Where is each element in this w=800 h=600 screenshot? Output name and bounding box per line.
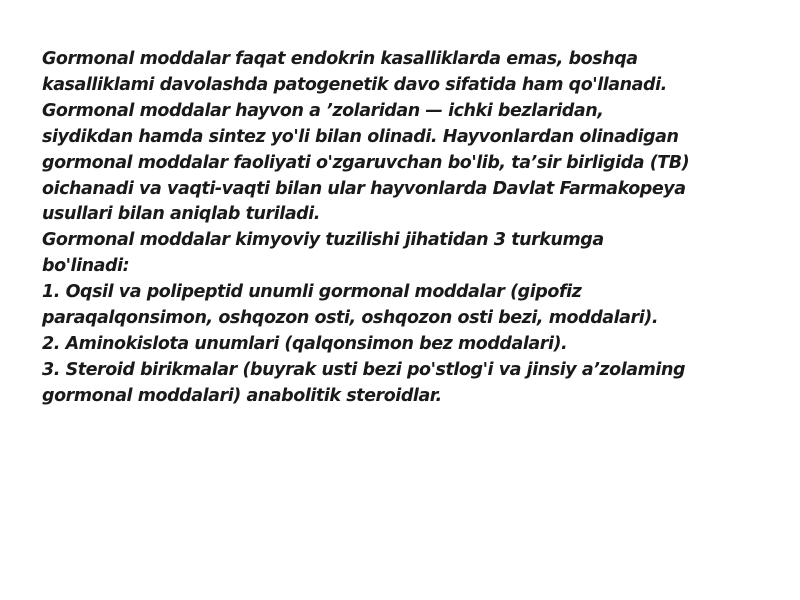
text-line: kasalliklami davolashda patogenetik davo sifatida ham qo'llanadi.: [42, 74, 667, 95]
list-item-text: gormonal moddalari) anabolitik steroidlar.: [42, 385, 442, 406]
text-line: oichanadi va vaqti-vaqti bilan ular hayvonlarda Davlat Farmakopeya: [42, 178, 686, 199]
list-item-text: 1. Oqsil va polipeptid unumli gormonal moddalar (gipofiz: [42, 282, 582, 303]
text-line: usullari bilan aniqlab turiladi.: [42, 204, 320, 225]
text-line: siydikdan hamda sintez yo'li bilan olinadi. Hayvonlardan olinadigan: [42, 126, 679, 147]
document-text-block: [42, 47, 742, 410]
list-item-text: 3. Steroid birikmalar (buyrak usti bezi po'stlog'i va jinsiy a’zolaming: [42, 359, 686, 380]
list-item-text: 2. Aminokislota unumlari (qalqonsimon bez moddalari).: [42, 333, 568, 354]
text-line: bo'linadi:: [42, 256, 130, 277]
text-line: gormonal moddalar faoliyati o'zgaruvchan bo'lib, ta’sir birligida (TB): [42, 152, 690, 173]
text-line: Gormonal moddalar hayvon a ’zolaridan — ichki bezlaridan,: [42, 100, 604, 121]
text-line: Gormonal moddalar kimyoviy tuzilishi jihatidan 3 turkumga: [42, 230, 604, 251]
text-line: Gormonal moddalar faqat endokrin kasalliklarda emas, boshqa: [42, 49, 638, 69]
list-item-text: paraqalqonsimon, oshqozon osti, oshqozon osti bezi, moddalari).: [42, 308, 659, 329]
